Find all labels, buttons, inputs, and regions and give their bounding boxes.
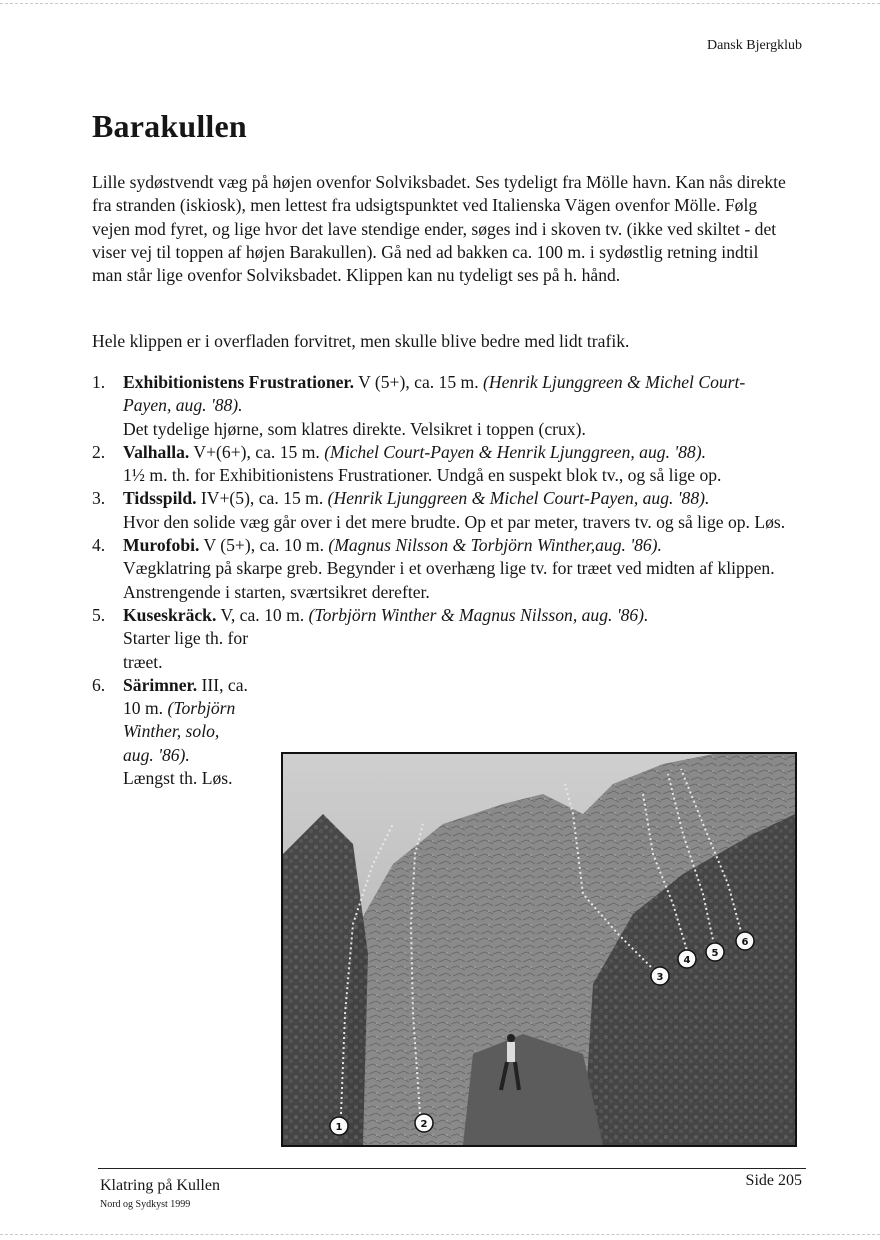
- intro-paragraph: Lille sydøstvendt væg på højen ovenfor Solviksbadet. Ses tydeligt fra Mölle havn. Kan nås direkte fra stranden (iskiosk), men lettest fra udsigtspunktet ved Italienska Vägen ovenfor Mölle. Følg vejen mod fyret, og lige hvor det lave stendige ender, søges ind i skoven tv. (ikke ved skiltet - det viser vej til toppen af højen Barakullen). Gå ned ad bakken ca. 100 m. i sydøstlig retning indtil man står lige ovenfor Solviksbadet. Klippen kan nu tydeligt ses på h. hånd.: [92, 172, 786, 286]
- route-marker-label: 6: [741, 937, 749, 948]
- route-marker-1: [330, 1117, 348, 1135]
- route-description: Starter lige th. for træet.: [123, 628, 249, 672]
- route-name: Exhibitionistens Frustrationer.: [123, 372, 355, 392]
- route-marker-5: [706, 943, 724, 961]
- route-credit: (Henrik Ljunggreen & Michel Court-Payen, aug. '88).: [327, 488, 710, 509]
- route-marker-2: [415, 1114, 433, 1132]
- route-item: [92, 371, 792, 441]
- route-name: Kuseskräck.: [123, 604, 217, 625]
- route-credit: (Torbjörn Winther & Magnus Nilsson, aug. '86).: [308, 604, 649, 625]
- route-item: [92, 674, 253, 790]
- route-item: [92, 487, 792, 534]
- scan-edge-top: [0, 3, 880, 4]
- route-list: [92, 371, 792, 790]
- route-name: Valhalla.: [123, 441, 190, 462]
- route-marker-label: 1: [335, 1122, 343, 1133]
- route-grade: III, ca. 10 m.: [123, 674, 248, 719]
- route-description: 1½ m. th. for Exhibitionistens Frustrationer. Undgå en suspekt blok tv., og så lige op.: [123, 465, 722, 486]
- route-name: Tidsspild.: [123, 488, 197, 509]
- route-marker-4: [678, 950, 696, 968]
- route-description: Hvor den solide væg går over i det mere brudte. Op et par meter, travers tv. og så lige op. Løs.: [123, 511, 786, 532]
- page-number: Side 205: [745, 1172, 802, 1189]
- route-grade: V, ca. 10 m.: [216, 604, 309, 625]
- route-marker-6: [736, 932, 754, 950]
- scan-edge-bottom: [0, 1234, 880, 1235]
- photo-trees-left: [283, 814, 368, 1145]
- route-number: 5.: [92, 604, 106, 625]
- route-item: [92, 604, 792, 674]
- route-grade: IV+(5), ca. 15 m.: [196, 488, 328, 509]
- route-grade: V+(6+), ca. 15 m.: [189, 441, 325, 462]
- route-credit: (Magnus Nilsson & Torbjörn Winther,aug. '86).: [328, 535, 662, 556]
- note-paragraph: Hele klippen er i overfladen forvitret, men skulle blive bedre med lidt trafik.: [92, 331, 630, 351]
- route-credit: (Torbjörn Winther, solo, aug. '86).: [123, 698, 236, 765]
- route-marker-label: 2: [420, 1119, 428, 1130]
- route-number: 3.: [92, 488, 106, 509]
- route-item: [92, 441, 792, 488]
- cliff-photo: [281, 752, 797, 1147]
- footer-rule: [98, 1168, 806, 1169]
- route-marker-3: [651, 967, 669, 985]
- route-number: 4.: [92, 535, 106, 556]
- footer-title: Klatring på Kullen: [100, 1177, 220, 1194]
- route-description: Vægklatring på skarpe greb. Begynder i et overhæng lige tv. for træet ved midten af klippen. Anstrengende i starten, sværtsikret derefter.: [123, 558, 775, 602]
- route-marker-label: 4: [683, 955, 691, 966]
- route-description: Længst th. Løs.: [123, 768, 233, 789]
- footer-subtitle: Nord og Sydkyst 1999: [100, 1199, 191, 1210]
- route-item: [92, 534, 792, 604]
- route-marker-label: 5: [711, 948, 719, 959]
- route-credit: (Henrik Ljunggreen & Michel Court-Payen, aug. '88).: [123, 372, 746, 416]
- route-number: 1.: [92, 372, 106, 392]
- route-credit: (Michel Court-Payen & Henrik Ljunggreen, aug. '88).: [324, 441, 706, 462]
- route-grade: V (5+), ca. 15 m.: [354, 372, 484, 392]
- header-club-name: Dansk Bjergklub: [706, 38, 802, 53]
- page-title: Barakullen: [92, 108, 247, 144]
- cliff-photo-illustration: [283, 754, 795, 1145]
- route-marker-label: 3: [656, 972, 664, 983]
- route-grade: V (5+), ca. 10 m.: [199, 535, 329, 556]
- route-description: Det tydelige hjørne, som klatres direkte. Velsikret i toppen (crux).: [123, 418, 586, 439]
- route-number: 2.: [92, 441, 106, 462]
- route-name: Särimner.: [123, 674, 198, 695]
- route-name: Murofobi.: [123, 535, 200, 556]
- route-number: 6.: [92, 674, 106, 695]
